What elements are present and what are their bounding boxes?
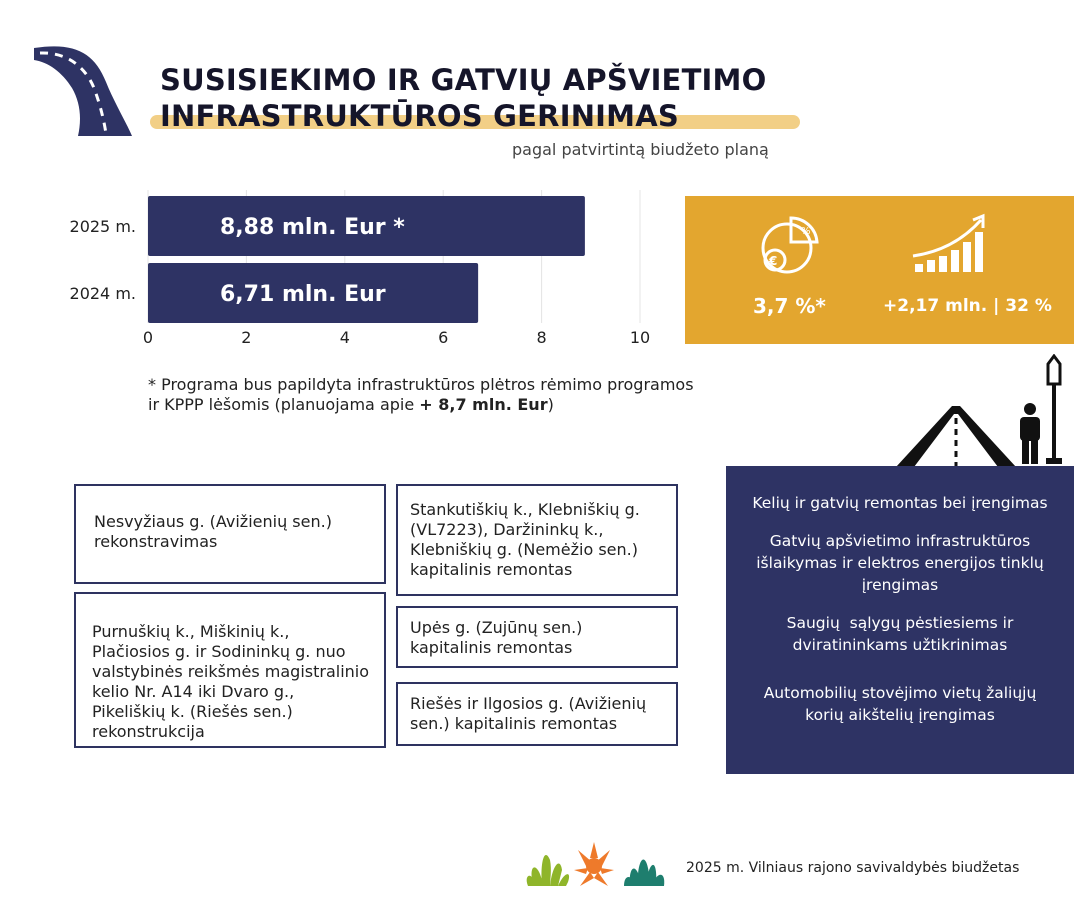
svg-text:€: € — [769, 254, 778, 268]
stats-panel — [685, 196, 1074, 344]
svg-text:%: % — [801, 226, 811, 237]
x-tick-label: 4 — [339, 328, 350, 347]
data-label: 8,88 mln. Eur * — [220, 215, 405, 240]
title-line-2: INFRASTRUKTŪROS GERINIMAS — [160, 99, 679, 133]
x-tick-label: 8 — [536, 328, 547, 347]
project-box — [74, 592, 386, 748]
title-line-1: SUSISIEKIMO IR GATVIŲ APŠVIETIMO — [160, 63, 767, 97]
project-box — [396, 606, 678, 668]
growth-chart-icon — [911, 212, 991, 278]
panel-item: Gatvių apšvietimo infrastruktūros išlaikymas ir elektros energijos tinklų įrengimas — [756, 532, 1044, 594]
x-tick-label: 10 — [629, 328, 651, 347]
project-text: Upės g. (Zujūnų sen.) kapitalinis remontas — [410, 618, 583, 657]
footnote — [148, 375, 708, 415]
footnote-close: ) — [547, 395, 554, 414]
growth-stat: +2,17 mln. | 32 % — [883, 296, 1052, 316]
x-tick-label: 0 — [142, 328, 154, 347]
project-text: Purnuškių k., Miškinių k., Plačiosios g. ir Sodininkų g. nuo valstybinės reikšmės magistralinio kelio Nr. A14 iki Dvaro g., Pikeliškių k. (Riešės sen.) rekonstrukcija — [92, 622, 370, 741]
project-text: Stankutiškių k., Klebniškių g. (VL7223), Daržininkų k., Klebniškių g. (Nemėžio sen.) kapitalinis remontas — [410, 500, 640, 579]
share-stat: 3,7 %* — [753, 294, 826, 318]
footnote-text: * Programa bus papildyta infrastruktūros plėtros rėmimo programos ir KPPP lėšomis (planuojama apie — [148, 375, 694, 414]
program-panel — [726, 466, 1074, 774]
budget-bar-chart — [60, 185, 670, 360]
project-box — [396, 484, 678, 596]
footnote-bold: + 8,7 mln. Eur — [419, 395, 548, 414]
page-title — [160, 62, 766, 134]
street-lamp-icon — [1042, 354, 1066, 464]
data-label: 6,71 mln. Eur — [220, 282, 386, 307]
footer-text: 2025 m. Vilniaus rajono savivaldybės biudžetas — [686, 860, 1020, 876]
project-text: Nesvyžiaus g. (Avižienių sen.) rekonstravimas — [94, 512, 332, 551]
project-box — [74, 484, 386, 584]
project-text: Riešės ir Ilgosios g. (Avižienių sen.) kapitalinis remontas — [410, 694, 647, 733]
subtitle: pagal patvirtintą biudžeto planą — [512, 140, 769, 159]
panel-item: Saugių sąlygų pėstiesiems ir dviratininkams užtikrinimas — [786, 614, 1019, 654]
panel-item: Kelių ir gatvių remontas bei įrengimas — [752, 494, 1048, 512]
category-label: 2024 m. — [69, 284, 136, 303]
x-tick-label: 6 — [438, 328, 449, 347]
road-logo-icon — [34, 42, 138, 138]
project-box — [396, 682, 678, 746]
pie-euro-icon — [753, 212, 827, 278]
x-tick-label: 2 — [241, 328, 252, 347]
road-perspective-icon — [896, 404, 1016, 468]
municipality-logo-icon — [524, 840, 674, 890]
category-label: 2025 m. — [69, 217, 136, 236]
panel-item: Automobilių stovėjimo vietų žaliųjų korių aikštelių įrengimas — [763, 684, 1037, 724]
